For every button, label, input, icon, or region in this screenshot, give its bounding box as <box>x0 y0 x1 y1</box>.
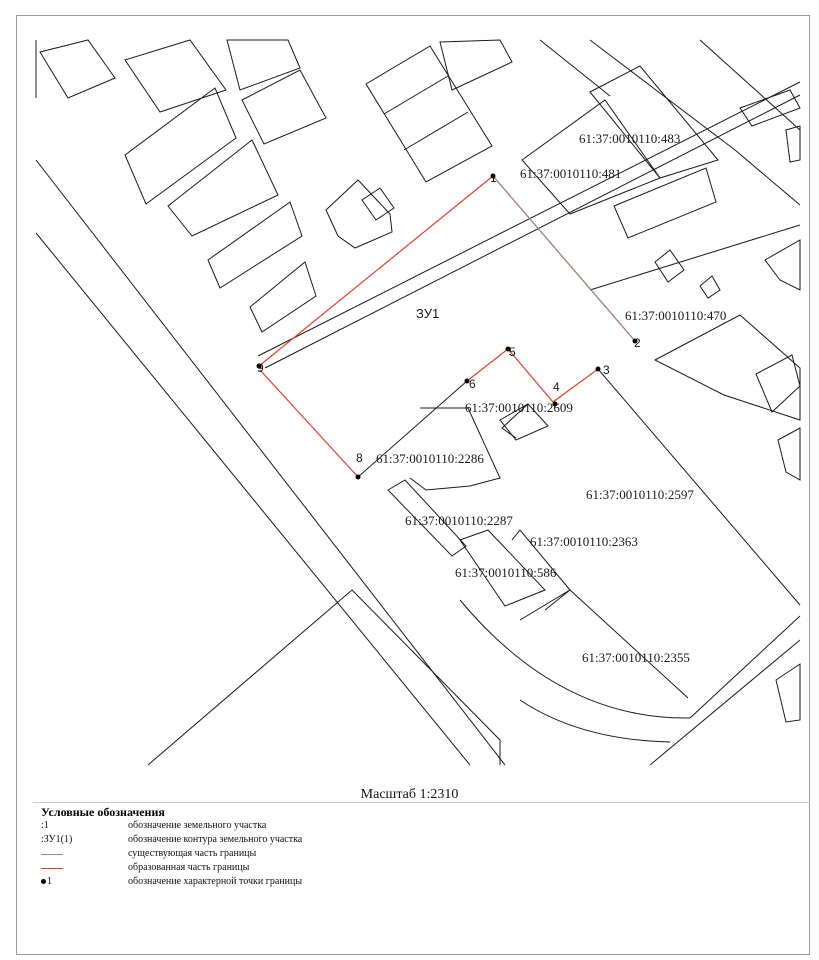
parcel-label: 61:37:0010110:2363 <box>530 534 638 549</box>
road-edge <box>265 95 800 368</box>
building <box>700 276 720 298</box>
point-label-5: 5 <box>509 345 516 359</box>
building <box>440 40 512 90</box>
boundary-point[interactable] <box>596 367 601 372</box>
parcel-label: 61:37:0010110:2286 <box>376 451 484 466</box>
land-plot-label: ЗУ1 <box>416 306 440 321</box>
building <box>40 40 115 98</box>
building <box>208 202 302 288</box>
parcel-label: 61:37:0010110:586 <box>455 565 557 580</box>
point-label-2: 2 <box>634 336 641 350</box>
legend-text: образованная часть границы <box>128 862 250 873</box>
building <box>655 315 800 420</box>
parcel-label: 61:37:0010110:483 <box>579 131 681 146</box>
legend <box>33 802 810 887</box>
legend-symbol: :ЗУ1(1) <box>41 834 73 845</box>
legend-title: Условные обозначения <box>41 805 165 819</box>
parcel-line <box>700 40 800 130</box>
parcel-line <box>545 590 570 610</box>
parcel-label: 61:37:0010110:2609 <box>465 400 573 415</box>
building <box>522 100 660 214</box>
legend-text: обозначение контура земельного участка <box>128 834 303 845</box>
legend-text: обозначение земельного участка <box>128 820 267 831</box>
parcel-label: 61:37:0010110:481 <box>520 166 622 181</box>
parcel-label: 61:37:0010110:2355 <box>582 650 690 665</box>
map-scale: Масштаб 1:2310 <box>360 787 459 802</box>
point-label-3: 3 <box>603 363 610 377</box>
parcel-line <box>148 590 500 765</box>
point-label-1: 1 <box>490 171 497 185</box>
legend-text: обозначение характерной точки границы <box>128 876 303 887</box>
point-dot-icon <box>41 879 46 884</box>
building <box>614 168 716 238</box>
point-label-9: 9 <box>257 361 264 375</box>
parcel-line <box>410 408 500 490</box>
building <box>242 70 326 144</box>
building <box>125 40 226 112</box>
boundary-point[interactable] <box>356 475 361 480</box>
building-edge <box>404 112 468 150</box>
road-edge <box>690 616 800 718</box>
parcel-label: 61:37:0010110:470 <box>625 308 727 323</box>
legend-text: существующая часть границы <box>128 848 257 859</box>
building <box>756 355 800 412</box>
parcel-line <box>520 590 688 698</box>
point-label-4: 4 <box>553 380 560 394</box>
building <box>778 428 800 480</box>
building <box>765 240 800 290</box>
building <box>250 262 316 332</box>
parcel-line <box>540 40 610 96</box>
point-label-6: 6 <box>469 377 476 391</box>
building <box>776 664 800 722</box>
building <box>362 188 394 220</box>
road-edge <box>520 700 670 742</box>
legend-symbol: 1 <box>41 876 121 888</box>
point-label-8: 8 <box>356 451 363 465</box>
parcel-label: 61:37:0010110:2597 <box>586 487 694 502</box>
legend-symbol: :1 <box>41 820 49 831</box>
building <box>786 126 800 162</box>
building <box>655 250 684 282</box>
parcel-line <box>735 150 800 205</box>
building-edge <box>384 76 448 114</box>
building <box>227 40 300 90</box>
parcel-label: 61:37:0010110:2287 <box>405 513 513 528</box>
